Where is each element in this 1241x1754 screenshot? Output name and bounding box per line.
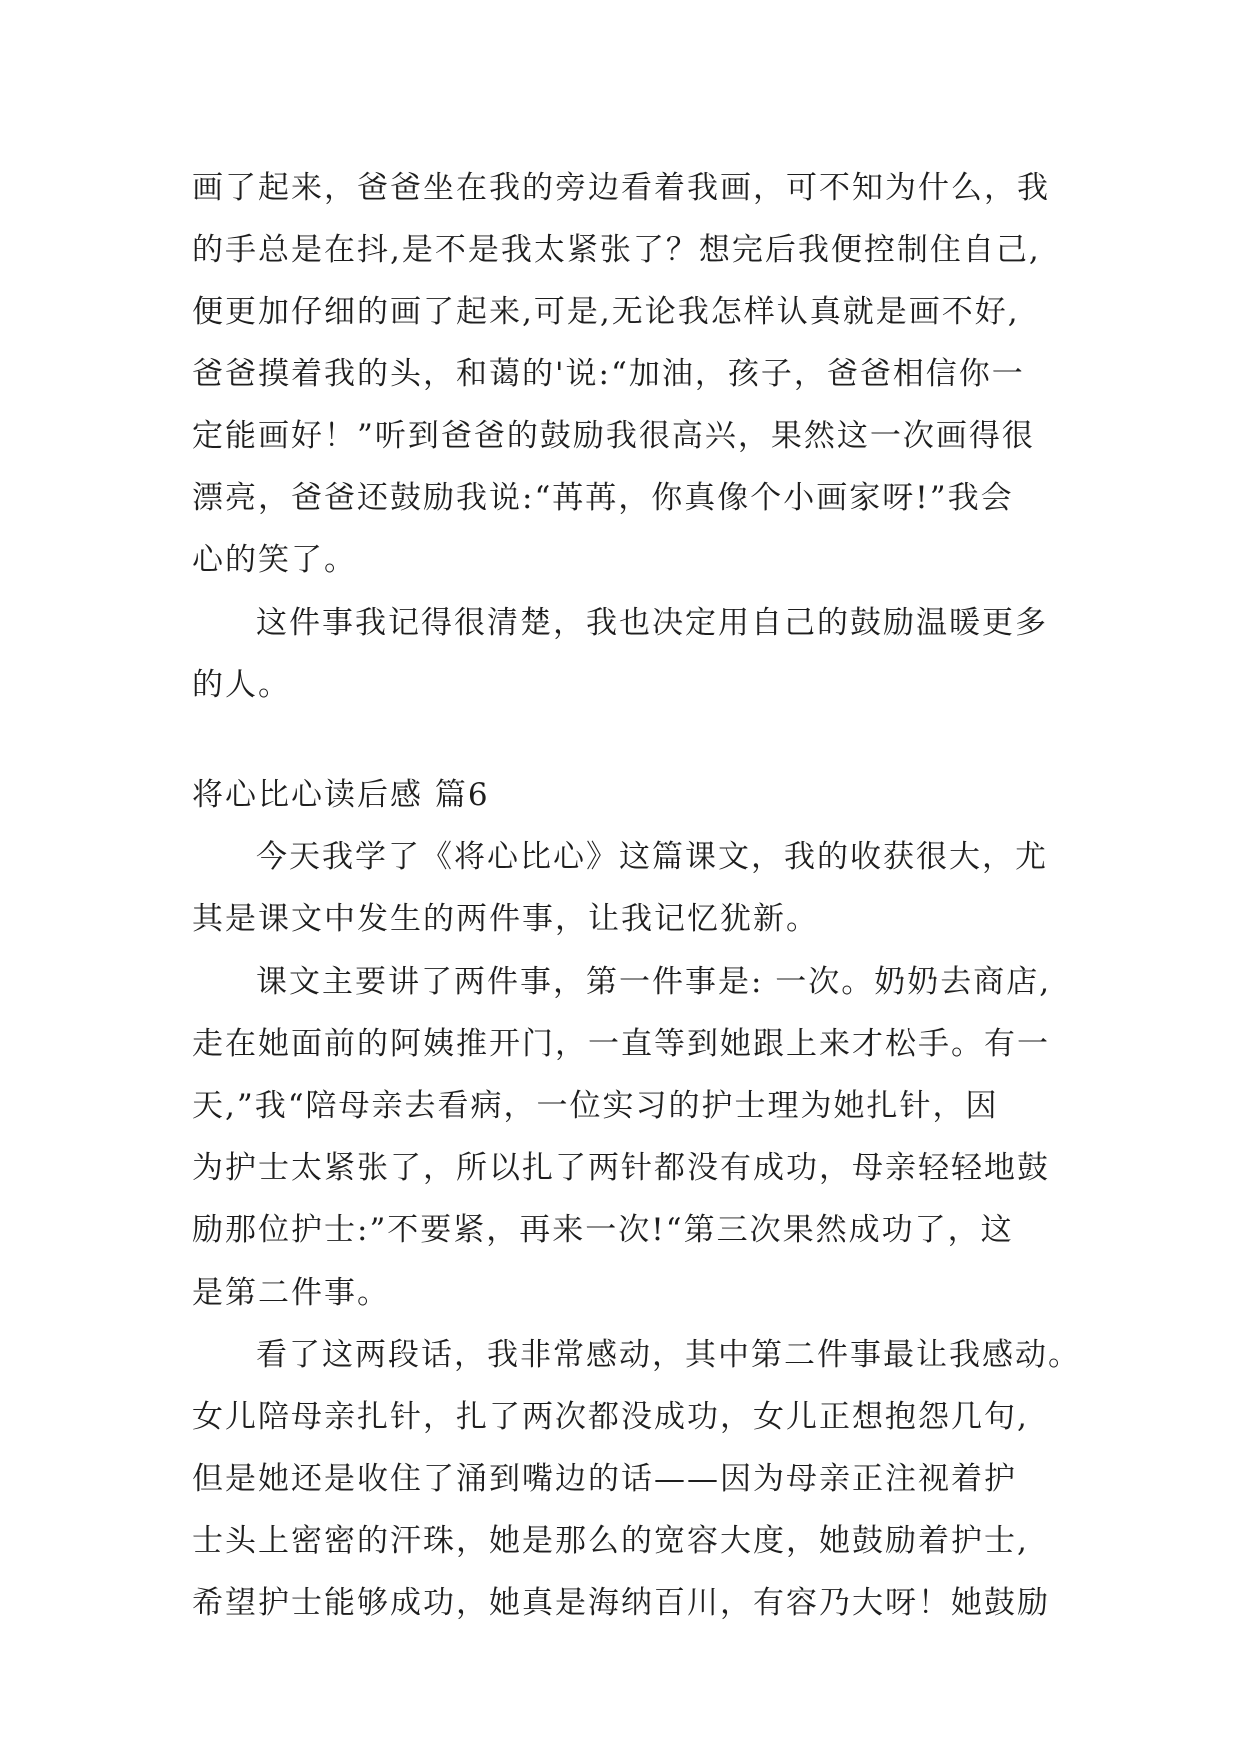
text-line: 天,”我“陪母亲去看病，一位实习的护士理为她扎针，因 xyxy=(192,1088,999,1124)
text-line: 但是她还是收住了涌到嘴边的话——因为母亲正注视着护 xyxy=(192,1461,1017,1497)
text-line: 的手总是在抖,是不是我太紧张了？想完后我便控制住自己, xyxy=(192,232,1041,268)
text-line: 希望护士能够成功，她真是海纳百川，有容乃大呀！她鼓励 xyxy=(192,1585,1050,1621)
paragraph-first-line: 课文主要讲了两件事，第一件事是: 一次。奶奶去商店, xyxy=(256,964,1052,1000)
text-line: 励那位护士:”不要紧，再来一次!“第三次果然成功了，这 xyxy=(192,1212,1014,1248)
text-line: 爸爸摸着我的头，和蔼的'说:“加油，孩子，爸爸相信你一 xyxy=(192,356,1025,392)
text-line: 为护士太紧张了，所以扎了两针都没有成功，母亲轻轻地鼓 xyxy=(192,1150,1050,1186)
text-line: 是第二件事。 xyxy=(192,1275,390,1311)
text-line: 走在她面前的阿姨推开门，一直等到她跟上来才松手。有一 xyxy=(192,1026,1050,1062)
text-line: 便更加仔细的画了起来,可是,无论我怎样认真就是画不好, xyxy=(192,294,1020,330)
text-line: 定能画好！”听到爸爸的鼓励我很高兴，果然这一次画得很 xyxy=(192,418,1035,454)
text-line: 画了起来，爸爸坐在我的旁边看着我画，可不知为什么，我 xyxy=(192,170,1050,206)
paragraph-first-line: 今天我学了《将心比心》这篇课文，我的收获很大，尤 xyxy=(256,839,1048,875)
section-heading: 将心比心读后感 篇6 xyxy=(192,777,490,813)
paragraph-first-line: 看了这两段话，我非常感动，其中第二件事最让我感动。 xyxy=(256,1337,1081,1373)
text-line: 士头上密密的汗珠，她是那么的宽容大度，她鼓励着护士, xyxy=(192,1523,1029,1559)
text-line: 的人。 xyxy=(192,667,291,703)
text-line: 漂亮，爸爸还鼓励我说:“苒苒，你真像个小画家呀!”我会 xyxy=(192,480,1014,516)
text-line: 心的笑了。 xyxy=(192,542,357,578)
text-line: 女儿陪母亲扎针，扎了两次都没成功，女儿正想抱怨几句, xyxy=(192,1399,1029,1435)
text-line: 其是课文中发生的两件事，让我记忆犹新。 xyxy=(192,901,819,937)
paragraph-first-line: 这件事我记得很清楚，我也决定用自己的鼓励温暖更多 xyxy=(256,605,1048,641)
